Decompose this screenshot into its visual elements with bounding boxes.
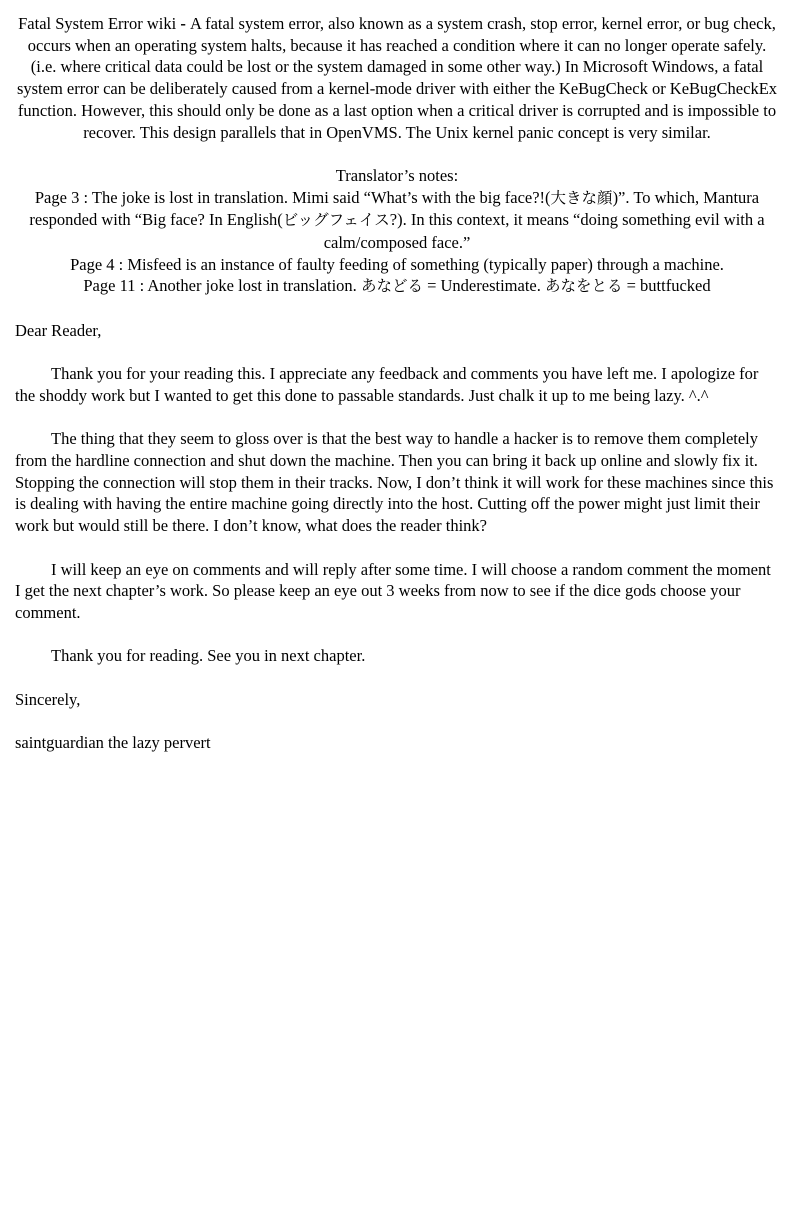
note-page-3-japanese-1: 大きな顔 — [550, 188, 613, 207]
letter-signature: saintguardian the lazy pervert — [15, 733, 211, 753]
spacer — [15, 298, 779, 320]
note-page-11 — [15, 275, 779, 298]
note-page-3-text-b: )”. To which, Mantura responded with “Big face? In English( — [29, 187, 760, 230]
spacer — [15, 143, 779, 165]
letter-paragraph-1: Thank you for your reading this. I appreciate any feedback and comments you have left me. I apologize for the shoddy work but I wanted to get this done to passable standards. Just chalk it up to me being lazy. ^.^ — [15, 364, 759, 405]
letter-paragraph-4: Thank you for reading. See you in next chapter. — [51, 646, 366, 666]
letter-greeting: Dear Reader, — [15, 320, 102, 340]
note-page-3-text-c: ?). In this context, it means “doing something evil with a calm/composed face.” — [323, 210, 765, 253]
note-page-3-japanese-2: ビッグフェイス — [282, 211, 390, 230]
wiki-separator: - — [176, 14, 190, 33]
spacer — [15, 342, 779, 364]
letter-paragraph-2: The thing that they seem to gloss over is that the best way to handle a hacker is to remove them completely from the hardline connection and shut down the machine. Then you can bring it back up online and slowly fix it. Stopping the connection will stop them in their tracks. Now, I don’t think it will work for these machines since this is dealing with having the entire machine going directly into the host. Cutting off the power might just limit their work but would still be there. I don’t know, what does the reader think? — [15, 429, 774, 536]
letter-closing: Sincerely, — [15, 689, 81, 709]
note-page-11-japanese-2: あなをとる — [544, 277, 623, 296]
wiki-body: A fatal system error, also known as a system crash, stop error, kernel error, or bug check, occurs when an operating system halts, because it has reached a condition where it can no longer operate safely.(i.e. where critical data could be lost or the system damaged in some other way.) In Microsoft Windows, a fatal system error can be deliberately caused from a kernel-mode driver with either the KeBugCheck or KeBugCheckEx function. However, this should only be done as a last option when a critical driver is corrupted and is impossible to recover. This design parallels that in OpenVMS. The Unix kernel panic concept is very similar. — [16, 14, 778, 142]
letter-paragraph-3: I will keep an eye on comments and will reply after some time. I will choose a random comment the moment I get the next chapter’s work. So please keep an eye out 3 weeks from now to see if the dice gods choose your comment. — [15, 559, 771, 622]
document-page — [15, 13, 779, 754]
spacer — [15, 667, 779, 689]
translator-notes-heading: Translator’s notes: — [335, 165, 459, 185]
spacer — [15, 710, 779, 732]
note-page-11-text-b: = Underestimate. — [422, 276, 545, 296]
wiki-title: Fatal System Error wiki — [18, 14, 177, 33]
note-page-11-text-c: = buttfucked — [622, 276, 711, 296]
note-page-3-text-a: Page 3 : The joke is lost in translation. Mimi said “What’s with the big face?!( — [34, 187, 551, 207]
note-page-3 — [15, 187, 779, 254]
note-page-11-japanese-1: あなどる — [360, 277, 423, 296]
note-page-11-text-a: Page 11 : Another joke lost in translation. — [83, 276, 361, 296]
spacer — [15, 624, 779, 646]
note-page-4: Page 4 : Misfeed is an instance of faulty feeding of something (typically paper) through a machine. — [70, 254, 724, 274]
spacer — [15, 407, 779, 429]
spacer — [15, 537, 779, 559]
wiki-paragraph — [15, 13, 779, 143]
